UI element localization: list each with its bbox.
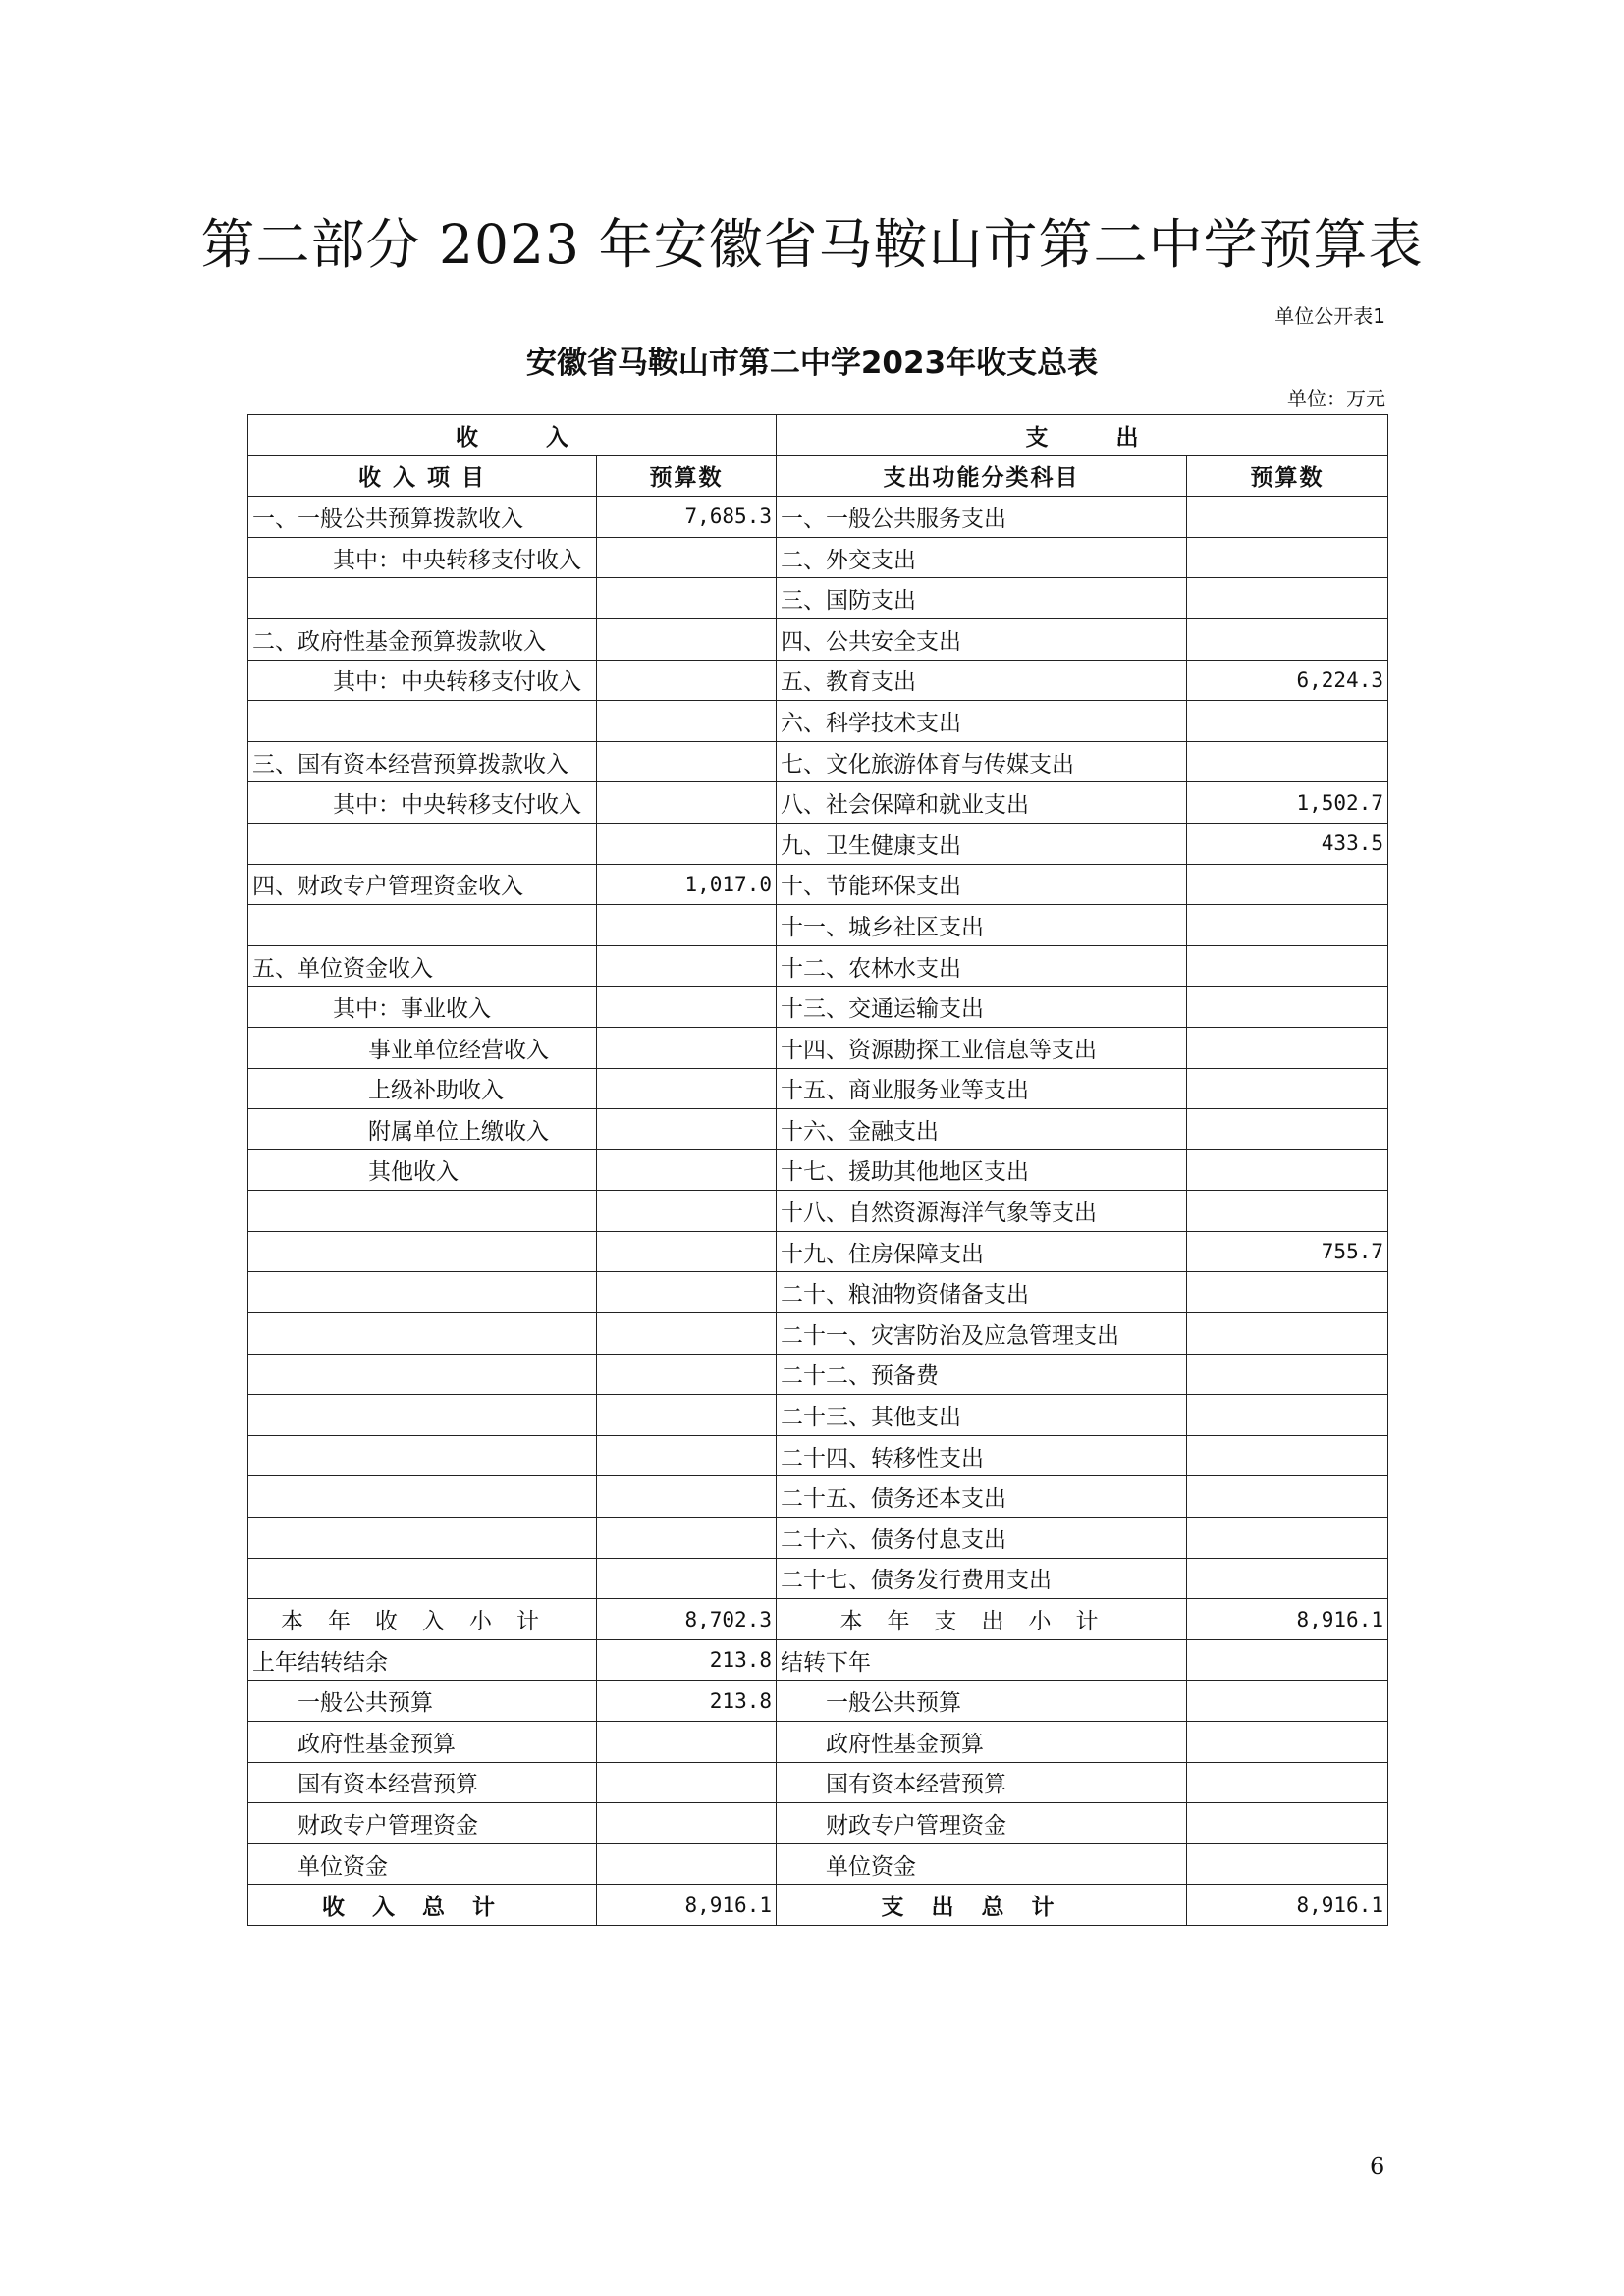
income-amount-cell xyxy=(597,1762,777,1803)
income-item-cell: 财政专户管理资金 xyxy=(248,1803,597,1844)
income-amount-cell xyxy=(597,945,777,987)
income-item-cell xyxy=(248,1354,597,1395)
column-header-row xyxy=(248,455,1388,497)
expense-amount-cell xyxy=(1187,1149,1388,1191)
expense-amount-cell xyxy=(1187,741,1388,782)
table-row xyxy=(248,741,1388,782)
income-item-cell xyxy=(248,1191,597,1232)
income-amount-cell xyxy=(597,537,777,578)
table-row xyxy=(248,1313,1388,1355)
carryover-row xyxy=(248,1681,1388,1722)
income-amount-cell xyxy=(597,1109,777,1150)
expense-amount-cell xyxy=(1187,1191,1388,1232)
expense-item-cell: 十七、援助其他地区支出 xyxy=(777,1149,1187,1191)
table-row xyxy=(248,1395,1388,1436)
expense-amount-cell xyxy=(1187,497,1388,538)
expense-item-cell: 二十、粮油物资储备支出 xyxy=(777,1272,1187,1313)
income-item-cell xyxy=(248,1558,597,1599)
income-item-cell: 其他收入 xyxy=(248,1149,597,1191)
table-row xyxy=(248,537,1388,578)
expense-item-cell: 十八、自然资源海洋气象等支出 xyxy=(777,1191,1187,1232)
table-row xyxy=(248,1476,1388,1518)
expense-amount-cell: 6,224.3 xyxy=(1187,660,1388,701)
table-row xyxy=(248,1354,1388,1395)
expense-item-cell: 支出总计 xyxy=(777,1885,1187,1926)
table-row xyxy=(248,618,1388,660)
table-row xyxy=(248,864,1388,905)
expense-item-cell: 单位资金 xyxy=(777,1843,1187,1885)
expense-amount-cell xyxy=(1187,987,1388,1028)
income-item-cell xyxy=(248,1231,597,1272)
expense-amount-cell: 755.7 xyxy=(1187,1231,1388,1272)
expense-item-cell: 十九、住房保障支出 xyxy=(777,1231,1187,1272)
section-header-row xyxy=(248,415,1388,456)
expense-amount-cell: 1,502.7 xyxy=(1187,782,1388,824)
income-amount-cell: 213.8 xyxy=(597,1639,777,1681)
income-amount-cell xyxy=(597,1191,777,1232)
expense-item-cell: 六、科学技术支出 xyxy=(777,701,1187,742)
total-row xyxy=(248,1885,1388,1926)
income-item-cell: 三、国有资本经营预算拨款收入 xyxy=(248,741,597,782)
expense-item-cell: 四、公共安全支出 xyxy=(777,618,1187,660)
income-amount-cell xyxy=(597,618,777,660)
table-row xyxy=(248,1109,1388,1150)
page-title: 第二部分 2023 年安徽省马鞍山市第二中学预算表 xyxy=(200,213,1424,276)
expense-item-cell: 国有资本经营预算 xyxy=(777,1762,1187,1803)
expense-item-cell: 结转下年 xyxy=(777,1639,1187,1681)
expense-amount-cell xyxy=(1187,618,1388,660)
income-item-cell: 一、一般公共预算拨款收入 xyxy=(248,497,597,538)
expense-amount-cell xyxy=(1187,1068,1388,1109)
expense-item-cell: 二十五、债务还本支出 xyxy=(777,1476,1187,1518)
income-item-cell xyxy=(248,701,597,742)
income-item-cell xyxy=(248,1395,597,1436)
income-amount-cell: 7,685.3 xyxy=(597,497,777,538)
table-row xyxy=(248,1191,1388,1232)
subtotal-row xyxy=(248,1599,1388,1640)
expense-item-cell: 十四、资源勘探工业信息等支出 xyxy=(777,1027,1187,1068)
income-item-cell: 五、单位资金收入 xyxy=(248,945,597,987)
carryover-row xyxy=(248,1722,1388,1763)
carryover-row xyxy=(248,1639,1388,1681)
table-row xyxy=(248,1272,1388,1313)
income-item-cell: 二、政府性基金预算拨款收入 xyxy=(248,618,597,660)
table-row xyxy=(248,1231,1388,1272)
income-item-cell xyxy=(248,823,597,864)
expense-amount-cell xyxy=(1187,945,1388,987)
table-row xyxy=(248,701,1388,742)
expense-amount-cell xyxy=(1187,1681,1388,1722)
expense-section-header: 支 出 xyxy=(777,415,1388,456)
expense-item-cell: 二十三、其他支出 xyxy=(777,1395,1187,1436)
expense-amount-cell xyxy=(1187,578,1388,619)
expense-amount-cell xyxy=(1187,1639,1388,1681)
income-item-cell: 上级补助收入 xyxy=(248,1068,597,1109)
income-amount-cell xyxy=(597,905,777,946)
income-item-cell: 本年收入小计 xyxy=(248,1599,597,1640)
income-amount-cell: 213.8 xyxy=(597,1681,777,1722)
income-amount-cell xyxy=(597,1149,777,1191)
expense-item-cell: 二十一、灾害防治及应急管理支出 xyxy=(777,1313,1187,1355)
expense-amount-cell xyxy=(1187,1803,1388,1844)
expense-amount-cell xyxy=(1187,1272,1388,1313)
expense-amount-cell xyxy=(1187,1395,1388,1436)
table-row xyxy=(248,1435,1388,1476)
income-amount-cell xyxy=(597,1395,777,1436)
table-row xyxy=(248,578,1388,619)
income-item-cell: 其中：事业收入 xyxy=(248,987,597,1028)
income-item-header: 收 入 项 目 xyxy=(248,455,597,497)
income-amount-cell xyxy=(597,1231,777,1272)
table-row xyxy=(248,987,1388,1028)
expense-amount-cell xyxy=(1187,1435,1388,1476)
income-amount-cell xyxy=(597,1722,777,1763)
income-amount-cell xyxy=(597,1843,777,1885)
unit-label: 单位：万元 xyxy=(1287,387,1385,410)
expense-amount-cell xyxy=(1187,1109,1388,1150)
income-item-cell: 其中：中央转移支付收入 xyxy=(248,537,597,578)
income-amount-cell xyxy=(597,1313,777,1355)
carryover-row xyxy=(248,1803,1388,1844)
expense-amount-cell: 8,916.1 xyxy=(1187,1885,1388,1926)
expense-amount-cell xyxy=(1187,864,1388,905)
expense-item-cell: 本年支出小计 xyxy=(777,1599,1187,1640)
expense-amount-cell xyxy=(1187,1476,1388,1518)
income-amount-cell xyxy=(597,701,777,742)
expense-item-cell: 政府性基金预算 xyxy=(777,1722,1187,1763)
carryover-row xyxy=(248,1762,1388,1803)
income-amount-cell xyxy=(597,1354,777,1395)
income-item-cell: 国有资本经营预算 xyxy=(248,1762,597,1803)
expense-item-cell: 财政专户管理资金 xyxy=(777,1803,1187,1844)
table-row xyxy=(248,1558,1388,1599)
table-row xyxy=(248,905,1388,946)
expense-item-cell: 二十二、预备费 xyxy=(777,1354,1187,1395)
income-amount-cell xyxy=(597,1435,777,1476)
table-row xyxy=(248,945,1388,987)
expense-amount-cell xyxy=(1187,1313,1388,1355)
expense-amount-header: 预算数 xyxy=(1187,455,1388,497)
table-row xyxy=(248,782,1388,824)
table-title: 安徽省马鞍山市第二中学2023年收支总表 xyxy=(525,346,1099,381)
income-item-cell: 其中：中央转移支付收入 xyxy=(248,782,597,824)
income-item-cell: 事业单位经营收入 xyxy=(248,1027,597,1068)
table-row xyxy=(248,1027,1388,1068)
expense-amount-cell xyxy=(1187,1518,1388,1559)
income-amount-cell xyxy=(597,1476,777,1518)
expense-item-cell: 五、教育支出 xyxy=(777,660,1187,701)
income-amount-cell xyxy=(597,660,777,701)
carryover-row xyxy=(248,1843,1388,1885)
table-row xyxy=(248,823,1388,864)
expense-item-cell: 二、外交支出 xyxy=(777,537,1187,578)
income-item-cell: 收入总计 xyxy=(248,1885,597,1926)
expense-item-cell: 十五、商业服务业等支出 xyxy=(777,1068,1187,1109)
expense-amount-cell xyxy=(1187,1762,1388,1803)
income-item-cell: 一般公共预算 xyxy=(248,1681,597,1722)
budget-summary-table xyxy=(247,414,1388,1926)
income-amount-cell xyxy=(597,987,777,1028)
expense-item-cell: 一般公共预算 xyxy=(777,1681,1187,1722)
income-item-cell: 政府性基金预算 xyxy=(248,1722,597,1763)
expense-item-cell: 十六、金融支出 xyxy=(777,1109,1187,1150)
table-row xyxy=(248,1068,1388,1109)
expense-amount-cell xyxy=(1187,1558,1388,1599)
income-item-cell xyxy=(248,1518,597,1559)
expense-item-cell: 八、社会保障和就业支出 xyxy=(777,782,1187,824)
table-row xyxy=(248,1149,1388,1191)
page-number: 6 xyxy=(1370,2153,1385,2180)
table-row xyxy=(248,660,1388,701)
expense-amount-cell: 8,916.1 xyxy=(1187,1599,1388,1640)
income-amount-cell xyxy=(597,1558,777,1599)
expense-amount-cell xyxy=(1187,905,1388,946)
income-amount-cell: 8,916.1 xyxy=(597,1885,777,1926)
income-item-cell xyxy=(248,1435,597,1476)
income-amount-cell: 1,017.0 xyxy=(597,864,777,905)
expense-amount-cell xyxy=(1187,701,1388,742)
income-item-cell xyxy=(248,1272,597,1313)
expense-item-cell: 一、一般公共服务支出 xyxy=(777,497,1187,538)
income-amount-cell xyxy=(597,578,777,619)
income-item-cell xyxy=(248,905,597,946)
income-item-cell: 上年结转结余 xyxy=(248,1639,597,1681)
expense-item-cell: 十一、城乡社区支出 xyxy=(777,905,1187,946)
form-number: 单位公开表1 xyxy=(1274,304,1385,328)
income-amount-cell xyxy=(597,823,777,864)
expense-item-cell: 十、节能环保支出 xyxy=(777,864,1187,905)
expense-item-cell: 十三、交通运输支出 xyxy=(777,987,1187,1028)
expense-item-cell: 七、文化旅游体育与传媒支出 xyxy=(777,741,1187,782)
income-amount-cell: 8,702.3 xyxy=(597,1599,777,1640)
income-amount-cell xyxy=(597,1027,777,1068)
income-amount-cell xyxy=(597,1068,777,1109)
expense-item-header: 支出功能分类科目 xyxy=(777,455,1187,497)
income-item-cell: 单位资金 xyxy=(248,1843,597,1885)
expense-item-cell: 三、国防支出 xyxy=(777,578,1187,619)
expense-item-cell: 二十四、转移性支出 xyxy=(777,1435,1187,1476)
table-row xyxy=(248,497,1388,538)
income-item-cell xyxy=(248,578,597,619)
expense-amount-cell: 433.5 xyxy=(1187,823,1388,864)
income-item-cell xyxy=(248,1476,597,1518)
income-amount-cell xyxy=(597,1518,777,1559)
expense-item-cell: 十二、农林水支出 xyxy=(777,945,1187,987)
expense-item-cell: 二十六、债务付息支出 xyxy=(777,1518,1187,1559)
table-row xyxy=(248,1518,1388,1559)
expense-amount-cell xyxy=(1187,1027,1388,1068)
income-amount-header: 预算数 xyxy=(597,455,777,497)
expense-item-cell: 二十七、债务发行费用支出 xyxy=(777,1558,1187,1599)
income-item-cell: 其中：中央转移支付收入 xyxy=(248,660,597,701)
income-amount-cell xyxy=(597,782,777,824)
income-item-cell: 四、财政专户管理资金收入 xyxy=(248,864,597,905)
income-item-cell xyxy=(248,1313,597,1355)
income-amount-cell xyxy=(597,1272,777,1313)
expense-amount-cell xyxy=(1187,1722,1388,1763)
income-item-cell: 附属单位上缴收入 xyxy=(248,1109,597,1150)
income-amount-cell xyxy=(597,1803,777,1844)
expense-amount-cell xyxy=(1187,537,1388,578)
expense-amount-cell xyxy=(1187,1354,1388,1395)
income-section-header: 收 入 xyxy=(248,415,777,456)
expense-amount-cell xyxy=(1187,1843,1388,1885)
income-amount-cell xyxy=(597,741,777,782)
expense-item-cell: 九、卫生健康支出 xyxy=(777,823,1187,864)
